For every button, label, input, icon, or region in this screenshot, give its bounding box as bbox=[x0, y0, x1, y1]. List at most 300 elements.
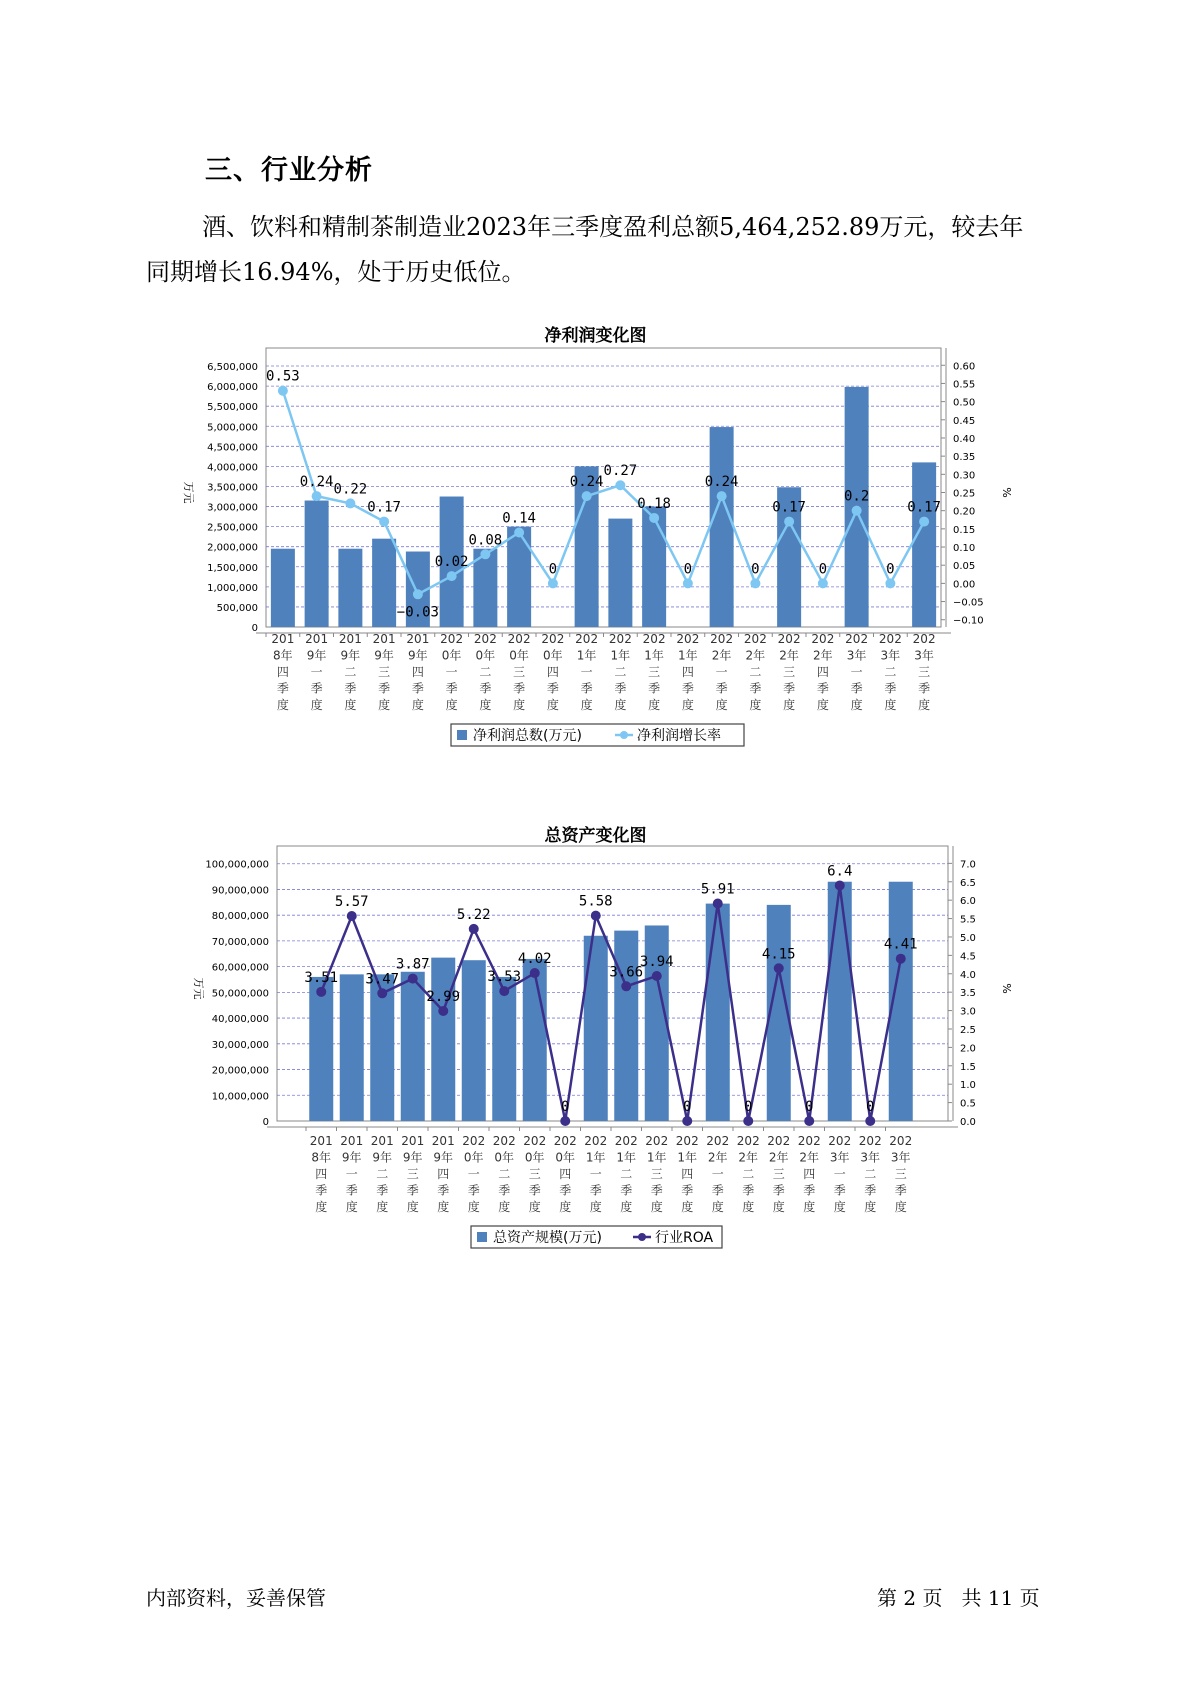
x-tick-label: 度 bbox=[406, 1200, 419, 1214]
y2-tick-label: 0.40 bbox=[953, 433, 976, 445]
x-tick-label: 202 bbox=[675, 1134, 699, 1148]
y-tick-label: 2,000,000 bbox=[207, 542, 258, 554]
line-point bbox=[652, 971, 662, 981]
x-tick-label: 度 bbox=[884, 698, 897, 712]
x-tick-label: 9年 bbox=[433, 1150, 454, 1165]
y-tick-label: 4,500,000 bbox=[207, 442, 258, 454]
y-tick-label: 0 bbox=[262, 1117, 269, 1128]
x-tick-label: 一 bbox=[445, 665, 458, 679]
x-tick-label: 201 bbox=[372, 632, 396, 646]
x-tick-label: 季 bbox=[467, 1183, 480, 1198]
y2-tick-label: 4.0 bbox=[960, 969, 976, 981]
x-tick-label: 202 bbox=[645, 1134, 669, 1148]
x-tick-label: 一 bbox=[833, 1167, 846, 1181]
x-tick-label: 季 bbox=[344, 681, 357, 696]
data-label: 0 bbox=[866, 1099, 875, 1115]
x-tick-label: 度 bbox=[772, 1200, 785, 1214]
x-tick-label: 季 bbox=[749, 681, 762, 696]
data-label: 0 bbox=[805, 1099, 814, 1115]
x-tick-label: 二 bbox=[864, 1167, 877, 1181]
data-label: 0 bbox=[548, 561, 558, 578]
x-tick-label: 三 bbox=[528, 1167, 541, 1181]
x-tick-label: 度 bbox=[437, 1200, 450, 1214]
line-point bbox=[743, 1116, 753, 1126]
y-axis-title: 万元 bbox=[192, 977, 205, 1000]
x-tick-label: 四 bbox=[681, 665, 694, 679]
x-tick-label: 四 bbox=[276, 665, 289, 679]
data-label: 0.22 bbox=[333, 481, 368, 498]
y2-tick-label: 2.0 bbox=[960, 1043, 976, 1055]
data-label: −0.03 bbox=[396, 604, 439, 621]
x-tick-label: 一 bbox=[580, 665, 593, 679]
y-tick-label: 40,000,000 bbox=[211, 1014, 269, 1026]
x-tick-label: 三 bbox=[918, 665, 931, 679]
data-label: 0.02 bbox=[434, 554, 469, 571]
x-tick-label: 9年 bbox=[341, 1150, 362, 1165]
x-tick-label: 202 bbox=[608, 632, 632, 646]
x-tick-label: 度 bbox=[513, 698, 526, 712]
x-tick-label: 季 bbox=[620, 1183, 633, 1198]
x-tick-label: 度 bbox=[816, 698, 829, 712]
x-tick-label: 202 bbox=[845, 632, 869, 646]
line-point bbox=[591, 911, 601, 921]
x-tick-label: 8年 bbox=[273, 648, 293, 663]
data-label: 0.27 bbox=[603, 463, 638, 480]
data-label: 0 bbox=[751, 561, 760, 578]
y2-tick-label: 0.0 bbox=[960, 1117, 976, 1128]
x-tick-label: 1年 bbox=[677, 1150, 698, 1165]
y2-tick-label: 0.20 bbox=[953, 506, 976, 518]
line-point bbox=[408, 974, 418, 984]
data-label: 4.41 bbox=[883, 936, 918, 953]
x-tick-label: 季 bbox=[884, 681, 897, 696]
x-tick-label: 202 bbox=[507, 632, 531, 646]
x-tick-label: 一 bbox=[589, 1167, 602, 1181]
x-tick-label: 202 bbox=[642, 632, 666, 646]
x-tick-label: 季 bbox=[479, 681, 492, 696]
x-tick-label: 季 bbox=[378, 681, 391, 696]
x-tick-label: 201 bbox=[406, 632, 430, 646]
x-tick-label: 季 bbox=[742, 1183, 755, 1198]
data-label: 3.53 bbox=[487, 969, 522, 986]
line-point bbox=[896, 954, 906, 964]
x-tick-label: 度 bbox=[650, 1200, 663, 1214]
bar bbox=[584, 936, 608, 1121]
data-label: 6.4 bbox=[827, 863, 853, 880]
y-tick-label: 80,000,000 bbox=[211, 911, 269, 923]
x-tick-label: 一 bbox=[467, 1167, 480, 1181]
x-tick-label: 三 bbox=[650, 1167, 663, 1181]
y-tick-label: 3,500,000 bbox=[207, 482, 258, 494]
data-label: 0.17 bbox=[907, 499, 941, 516]
x-tick-label: 202 bbox=[777, 632, 801, 646]
y-axis-title: 万元 bbox=[182, 481, 195, 504]
y-tick-label: 70,000,000 bbox=[211, 936, 269, 948]
y2-tick-label: 0.30 bbox=[953, 470, 976, 482]
x-tick-label: 202 bbox=[676, 632, 700, 646]
x-tick-label: 季 bbox=[589, 1183, 602, 1198]
x-tick-label: 0年 bbox=[475, 648, 496, 663]
y-tick-label: 50,000,000 bbox=[211, 988, 269, 1000]
bar bbox=[523, 959, 547, 1121]
x-tick-label: 季 bbox=[376, 1183, 389, 1198]
x-tick-label: 1年 bbox=[646, 1150, 667, 1165]
y2-tick-label: 1.5 bbox=[960, 1061, 976, 1073]
legend-bar-label: 总资产规模(万元) bbox=[493, 1230, 602, 1246]
y2-tick-label: −0.10 bbox=[953, 615, 984, 627]
x-tick-label: 四 bbox=[315, 1167, 328, 1181]
x-tick-label: 季 bbox=[833, 1183, 846, 1198]
y2-tick-label: 0.10 bbox=[953, 543, 976, 555]
x-tick-label: 度 bbox=[850, 698, 863, 712]
x-tick-label: 三 bbox=[378, 665, 391, 679]
x-tick-label: 季 bbox=[894, 1183, 907, 1198]
x-tick-label: 二 bbox=[742, 1167, 755, 1181]
x-tick-label: 二 bbox=[884, 665, 897, 679]
legend bbox=[471, 1226, 722, 1248]
x-tick-label: 201 bbox=[431, 1134, 455, 1148]
y2-axis-title: % bbox=[1000, 487, 1013, 498]
x-tick-label: 度 bbox=[749, 698, 762, 712]
x-tick-label: 四 bbox=[681, 1167, 694, 1181]
line-point bbox=[469, 924, 479, 934]
y2-tick-label: 1.0 bbox=[960, 1080, 976, 1092]
y-tick-label: 10,000,000 bbox=[211, 1091, 269, 1103]
data-label: 0 bbox=[818, 561, 828, 578]
x-tick-label: 202 bbox=[736, 1134, 760, 1148]
x-tick-label: 1年 bbox=[616, 1150, 637, 1165]
x-tick-label: 季 bbox=[276, 681, 289, 696]
x-tick-label: 3年 bbox=[880, 648, 901, 663]
x-tick-label: 度 bbox=[614, 698, 627, 712]
x-tick-label: 202 bbox=[706, 1134, 730, 1148]
line-point bbox=[713, 898, 723, 908]
y2-tick-label: 0.50 bbox=[953, 397, 976, 409]
line-point bbox=[865, 1116, 875, 1126]
bar bbox=[431, 958, 455, 1121]
x-tick-label: 季 bbox=[315, 1183, 328, 1198]
bar bbox=[492, 977, 516, 1121]
x-tick-label: 度 bbox=[894, 1200, 907, 1214]
x-tick-label: 1年 bbox=[610, 648, 631, 663]
y2-tick-label: −0.05 bbox=[953, 597, 984, 609]
line-point bbox=[774, 963, 784, 973]
y-tick-label: 0 bbox=[251, 623, 258, 634]
x-tick-label: 0年 bbox=[509, 648, 529, 663]
x-tick-label: 9年 bbox=[402, 1150, 423, 1165]
x-tick-label: 度 bbox=[467, 1200, 480, 1214]
x-tick-label: 202 bbox=[797, 1134, 821, 1148]
x-tick-label: 季 bbox=[648, 681, 661, 696]
x-tick-label: 季 bbox=[864, 1183, 877, 1198]
x-tick-label: 三 bbox=[513, 665, 526, 679]
data-label: 0 bbox=[683, 561, 693, 578]
legend-line-label: 净利润增长率 bbox=[637, 728, 721, 744]
y-tick-label: 4,000,000 bbox=[207, 462, 258, 474]
y2-tick-label: 7.0 bbox=[960, 859, 976, 871]
paragraph-text: 酒、饮料和精制茶制造业2023年三季度盈利总额5,464,252.89万元，较去年同期增长16.94%，处于历史低位。 bbox=[146, 213, 1024, 286]
y-tick-label: 90,000,000 bbox=[211, 885, 269, 897]
y2-tick-label: 3.5 bbox=[960, 988, 976, 1000]
bar bbox=[706, 904, 730, 1121]
x-tick-label: 度 bbox=[589, 1200, 602, 1214]
x-tick-label: 9年 bbox=[372, 1150, 393, 1165]
data-label: 0.24 bbox=[569, 474, 604, 491]
x-tick-label: 度 bbox=[580, 698, 593, 712]
x-tick-label: 二 bbox=[620, 1167, 633, 1181]
x-tick-label: 季 bbox=[528, 1183, 541, 1198]
x-tick-label: 季 bbox=[580, 681, 593, 696]
line-point bbox=[438, 1006, 448, 1016]
data-label: 0.08 bbox=[468, 532, 503, 549]
y-tick-label: 100,000,000 bbox=[205, 859, 269, 871]
y2-tick-label: 5.0 bbox=[960, 932, 976, 944]
data-label: 0 bbox=[744, 1099, 753, 1115]
x-tick-label: 季 bbox=[681, 681, 694, 696]
x-tick-label: 季 bbox=[445, 681, 458, 696]
bar bbox=[309, 977, 333, 1121]
y2-tick-label: 0.25 bbox=[953, 488, 976, 500]
x-tick-label: 度 bbox=[833, 1200, 846, 1214]
x-tick-label: 2年 bbox=[745, 648, 766, 663]
x-tick-label: 202 bbox=[858, 1134, 882, 1148]
x-tick-label: 季 bbox=[406, 1183, 419, 1198]
x-tick-label: 季 bbox=[715, 681, 728, 696]
x-tick-label: 202 bbox=[614, 1134, 638, 1148]
page-number: 第 2 页 共 11 页 bbox=[877, 1586, 1040, 1610]
y-tick-label: 60,000,000 bbox=[211, 962, 269, 974]
data-label: 5.91 bbox=[700, 881, 735, 898]
y-tick-label: 6,000,000 bbox=[207, 382, 258, 394]
y2-tick-label: 6.5 bbox=[960, 877, 976, 889]
bar bbox=[614, 931, 638, 1121]
y2-tick-label: 5.5 bbox=[960, 914, 976, 926]
data-label: 0 bbox=[561, 1099, 570, 1115]
x-tick-label: 0年 bbox=[494, 1150, 515, 1165]
data-label: 3.87 bbox=[395, 956, 430, 973]
x-tick-label: 201 bbox=[370, 1134, 394, 1148]
x-tick-label: 3年 bbox=[829, 1150, 850, 1165]
x-tick-label: 二 bbox=[376, 1167, 389, 1181]
data-label: 0.14 bbox=[502, 510, 536, 527]
x-tick-label: 季 bbox=[411, 681, 424, 696]
legend-line-label: 行业ROA bbox=[655, 1230, 714, 1246]
y2-tick-label: 3.0 bbox=[960, 1006, 976, 1018]
x-tick-label: 3年 bbox=[914, 648, 934, 663]
y-tick-label: 3,000,000 bbox=[207, 502, 258, 514]
x-tick-label: 季 bbox=[310, 681, 323, 696]
x-tick-label: 四 bbox=[559, 1167, 572, 1181]
x-tick-label: 201 bbox=[340, 1134, 364, 1148]
x-tick-label: 季 bbox=[772, 1183, 785, 1198]
x-tick-label: 202 bbox=[912, 632, 936, 646]
x-tick-label: 度 bbox=[620, 1200, 633, 1214]
x-tick-label: 三 bbox=[894, 1167, 907, 1181]
data-label: 0 bbox=[886, 561, 895, 578]
x-tick-label: 三 bbox=[772, 1167, 785, 1181]
legend-line-marker bbox=[638, 1233, 646, 1241]
x-tick-label: 9年 bbox=[408, 648, 428, 663]
x-tick-label: 2年 bbox=[711, 648, 732, 663]
x-tick-label: 二 bbox=[479, 665, 492, 679]
bar bbox=[340, 974, 364, 1121]
x-tick-label: 0年 bbox=[463, 1150, 484, 1165]
x-tick-label: 3年 bbox=[846, 648, 867, 663]
data-label: 5.22 bbox=[456, 906, 491, 923]
x-tick-label: 季 bbox=[614, 681, 627, 696]
line-point bbox=[316, 987, 326, 997]
y2-tick-label: 0.00 bbox=[953, 579, 976, 591]
x-tick-label: 度 bbox=[742, 1200, 755, 1214]
x-tick-label: 201 bbox=[338, 632, 362, 646]
x-tick-label: 度 bbox=[498, 1200, 511, 1214]
x-tick-label: 2年 bbox=[768, 1150, 789, 1165]
x-tick-label: 一 bbox=[310, 665, 323, 679]
y-tick-label: 5,000,000 bbox=[207, 422, 258, 434]
x-tick-label: 202 bbox=[541, 632, 565, 646]
x-tick-label: 0年 bbox=[543, 648, 563, 663]
x-tick-label: 度 bbox=[345, 1200, 358, 1214]
x-tick-label: 季 bbox=[783, 681, 796, 696]
x-tick-label: 度 bbox=[310, 698, 323, 712]
x-tick-label: 9年 bbox=[374, 648, 394, 663]
x-tick-label: 四 bbox=[546, 665, 559, 679]
x-tick-label: 202 bbox=[575, 632, 599, 646]
x-tick-label: 季 bbox=[345, 1183, 358, 1198]
x-tick-label: 202 bbox=[440, 632, 464, 646]
x-tick-label: 201 bbox=[271, 632, 295, 646]
line-point bbox=[682, 1116, 692, 1126]
y2-tick-label: 6.0 bbox=[960, 896, 976, 908]
x-tick-label: 201 bbox=[401, 1134, 425, 1148]
x-tick-label: 度 bbox=[528, 1200, 541, 1214]
x-tick-label: 201 bbox=[309, 1134, 333, 1148]
x-tick-label: 0年 bbox=[524, 1150, 545, 1165]
x-tick-label: 度 bbox=[803, 1200, 816, 1214]
data-label: 0.17 bbox=[772, 499, 806, 516]
data-label: 0.18 bbox=[637, 495, 671, 512]
x-tick-label: 202 bbox=[710, 632, 734, 646]
y-tick-label: 30,000,000 bbox=[211, 1039, 269, 1051]
line-point bbox=[499, 986, 509, 996]
x-tick-label: 度 bbox=[445, 698, 458, 712]
y-tick-label: 6,500,000 bbox=[207, 362, 258, 374]
x-tick-label: 度 bbox=[559, 1200, 572, 1214]
x-tick-label: 度 bbox=[344, 698, 357, 712]
x-tick-label: 二 bbox=[344, 665, 357, 679]
x-tick-label: 2年 bbox=[799, 1150, 820, 1165]
x-tick-label: 季 bbox=[711, 1183, 724, 1198]
y-tick-label: 1,000,000 bbox=[207, 582, 258, 594]
line-point bbox=[560, 1116, 570, 1126]
data-label: 0.24 bbox=[299, 474, 334, 491]
bar bbox=[828, 882, 852, 1121]
x-tick-label: 3年 bbox=[860, 1150, 881, 1165]
x-tick-label: 季 bbox=[546, 681, 559, 696]
legend-bar-swatch bbox=[477, 1232, 487, 1242]
x-tick-label: 度 bbox=[783, 698, 796, 712]
data-label: 0 bbox=[683, 1099, 692, 1115]
x-tick-label: 度 bbox=[315, 1200, 328, 1214]
x-tick-label: 2年 bbox=[779, 648, 799, 663]
x-tick-label: 四 bbox=[411, 665, 424, 679]
y-tick-label: 1,500,000 bbox=[207, 562, 258, 574]
x-tick-label: 202 bbox=[767, 1134, 791, 1148]
data-label: 0.24 bbox=[704, 474, 739, 491]
data-label: 3.66 bbox=[609, 964, 644, 981]
x-tick-label: 202 bbox=[462, 1134, 486, 1148]
x-tick-label: 202 bbox=[743, 632, 767, 646]
x-tick-label: 度 bbox=[479, 698, 492, 712]
x-tick-label: 季 bbox=[918, 681, 931, 696]
x-tick-label: 一 bbox=[850, 665, 863, 679]
x-tick-label: 1年 bbox=[644, 648, 664, 663]
x-tick-label: 度 bbox=[378, 698, 391, 712]
y2-axis-title: % bbox=[1000, 983, 1013, 994]
x-tick-label: 202 bbox=[473, 632, 497, 646]
x-tick-label: 度 bbox=[864, 1200, 877, 1214]
data-label: 3.94 bbox=[639, 953, 674, 970]
x-tick-label: 度 bbox=[715, 698, 728, 712]
data-label: 5.57 bbox=[334, 893, 369, 910]
x-tick-label: 季 bbox=[559, 1183, 572, 1198]
x-tick-label: 2年 bbox=[813, 648, 833, 663]
data-label: 4.02 bbox=[517, 951, 552, 968]
x-tick-label: 9年 bbox=[306, 648, 327, 663]
x-tick-label: 三 bbox=[783, 665, 796, 679]
data-label: 0.53 bbox=[266, 368, 300, 385]
x-tick-label: 201 bbox=[305, 632, 329, 646]
line-point bbox=[377, 988, 387, 998]
x-tick-label: 度 bbox=[681, 698, 694, 712]
x-tick-label: 202 bbox=[828, 1134, 852, 1148]
data-label: 4.15 bbox=[761, 946, 796, 963]
y-tick-label: 2,500,000 bbox=[207, 522, 258, 534]
section-title: 三、行业分析 bbox=[205, 155, 373, 186]
x-tick-label: 1年 bbox=[678, 648, 698, 663]
x-tick-label: 季 bbox=[803, 1183, 816, 1198]
x-tick-label: 9年 bbox=[340, 648, 361, 663]
line-point bbox=[347, 911, 357, 921]
x-tick-label: 三 bbox=[406, 1167, 419, 1181]
x-tick-label: 202 bbox=[523, 1134, 547, 1148]
y-tick-label: 5,500,000 bbox=[207, 402, 258, 414]
legend-bar-label: 净利润总数(万元) bbox=[473, 728, 582, 744]
x-tick-label: 1年 bbox=[576, 648, 597, 663]
y2-tick-label: 0.35 bbox=[953, 452, 976, 464]
data-label: 3.47 bbox=[365, 971, 400, 988]
x-tick-label: 度 bbox=[376, 1200, 389, 1214]
y2-tick-label: 0.60 bbox=[953, 361, 976, 373]
x-tick-label: 度 bbox=[681, 1200, 694, 1214]
x-tick-label: 1年 bbox=[585, 1150, 606, 1165]
line-point bbox=[621, 981, 631, 991]
x-tick-label: 202 bbox=[584, 1134, 608, 1148]
x-tick-label: 季 bbox=[513, 681, 526, 696]
x-tick-label: 度 bbox=[648, 698, 661, 712]
x-tick-label: 四 bbox=[437, 1167, 450, 1181]
y2-tick-label: 0.55 bbox=[953, 379, 976, 391]
x-tick-label: 202 bbox=[889, 1134, 913, 1148]
x-tick-label: 2年 bbox=[707, 1150, 728, 1165]
bar bbox=[462, 960, 486, 1121]
x-tick-label: 2年 bbox=[738, 1150, 759, 1165]
x-tick-label: 度 bbox=[276, 698, 289, 712]
x-tick-label: 度 bbox=[711, 1200, 724, 1214]
x-tick-label: 度 bbox=[411, 698, 424, 712]
data-label: 5.58 bbox=[578, 893, 613, 910]
y2-tick-label: 0.05 bbox=[953, 561, 976, 573]
